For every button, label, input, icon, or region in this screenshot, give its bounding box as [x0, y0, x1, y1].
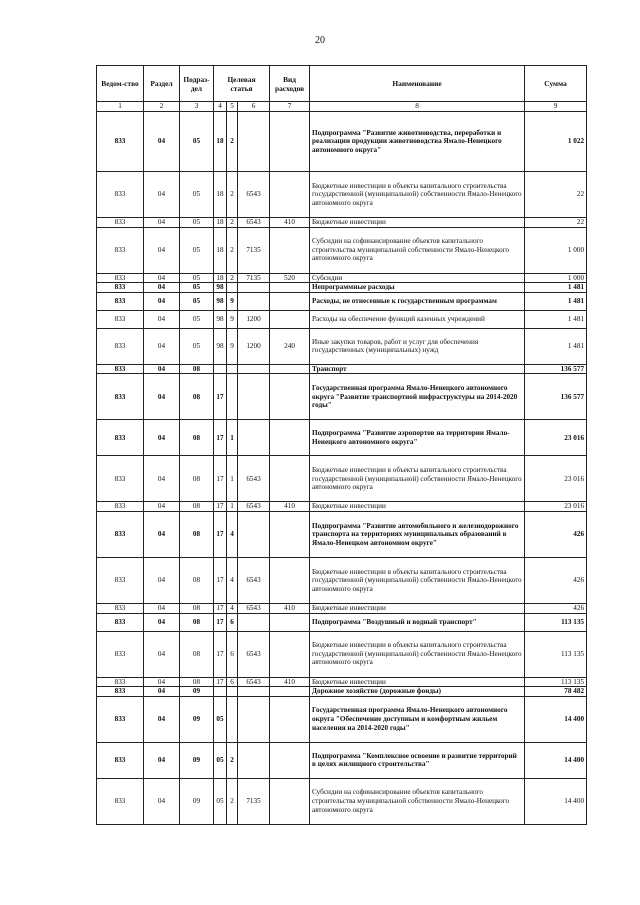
sum-cell: 23 016: [525, 420, 587, 456]
header-row: [97, 66, 587, 102]
name-cell: Бюджетные инвестиции в объекты капитального строительства государственной (муниципальной) собственности Ямало-Ненецкого автономного округа: [310, 172, 525, 218]
expense-type-cell: [270, 778, 310, 824]
table-row: [97, 374, 587, 420]
section-cell: 04: [144, 283, 180, 293]
department-cell: 833: [97, 172, 144, 218]
direction-code-cell: 6543: [238, 631, 270, 677]
section-cell: 04: [144, 778, 180, 824]
table-row: [97, 557, 587, 603]
section-cell: 04: [144, 112, 180, 172]
program-code-cell: 18: [214, 218, 227, 228]
section-cell: 04: [144, 613, 180, 631]
name-cell: Подпрограмма "Развитие животноводства, переработки и реализации продукции животноводства Ямало-Ненецкого автономного округа": [310, 112, 525, 172]
page-number: 20: [315, 35, 325, 46]
program-code-cell: 17: [214, 603, 227, 613]
name-cell: Дорожное хозяйство (дорожные фонды): [310, 687, 525, 697]
expense-type-cell: [270, 456, 310, 502]
department-cell: 833: [97, 687, 144, 697]
direction-code-cell: [238, 364, 270, 374]
table-row: [97, 677, 587, 687]
department-cell: 833: [97, 677, 144, 687]
subprogram-code-cell: 2: [227, 112, 238, 172]
name-cell: Бюджетные инвестиции: [310, 603, 525, 613]
program-code-cell: [214, 364, 227, 374]
subprogram-code-cell: 4: [227, 557, 238, 603]
direction-code-cell: [238, 613, 270, 631]
section-cell: 04: [144, 328, 180, 364]
expense-type-cell: 410: [270, 502, 310, 512]
sum-cell: 1 481: [525, 283, 587, 293]
header-name: Наименование: [310, 66, 525, 102]
sum-cell: 1 481: [525, 292, 587, 310]
subsection-cell: 08: [180, 511, 214, 557]
subprogram-code-cell: 1: [227, 420, 238, 456]
subprogram-code-cell: 2: [227, 273, 238, 283]
department-cell: 833: [97, 631, 144, 677]
section-cell: 04: [144, 631, 180, 677]
section-cell: 04: [144, 696, 180, 742]
name-cell: Государственная программа Ямало-Ненецкого автономного округа "Обеспечение доступным и комфортным жильем населения на 2014-2020 годы": [310, 696, 525, 742]
direction-code-cell: [238, 292, 270, 310]
subsection-cell: 09: [180, 687, 214, 697]
table-row: [97, 456, 587, 502]
header-expense-type: Вид расходов: [270, 66, 310, 102]
name-cell: Субсидии на софинансирование объектов капитального строительства муниципальной собственности Ямало-Ненецкого автономного округа: [310, 778, 525, 824]
sum-cell: 78 482: [525, 687, 587, 697]
sum-cell: 113 135: [525, 631, 587, 677]
subprogram-code-cell: 2: [227, 778, 238, 824]
program-code-cell: 17: [214, 613, 227, 631]
department-cell: 833: [97, 364, 144, 374]
direction-code-cell: 1200: [238, 310, 270, 328]
sum-cell: 1 000: [525, 227, 587, 273]
department-cell: 833: [97, 218, 144, 228]
program-code-cell: 18: [214, 227, 227, 273]
table-row: [97, 778, 587, 824]
expense-type-cell: [270, 374, 310, 420]
expense-type-cell: 410: [270, 677, 310, 687]
department-cell: 833: [97, 374, 144, 420]
department-cell: 833: [97, 502, 144, 512]
name-cell: Субсидии на софинансирование объектов капитального строительства муниципальной собственности Ямало-Ненецкого автономного округа: [310, 227, 525, 273]
direction-code-cell: 6543: [238, 557, 270, 603]
expense-type-cell: [270, 112, 310, 172]
table-row: [97, 310, 587, 328]
subprogram-code-cell: [227, 374, 238, 420]
subsection-cell: 09: [180, 696, 214, 742]
table-row: [97, 631, 587, 677]
direction-code-cell: 6543: [238, 218, 270, 228]
direction-code-cell: 6543: [238, 677, 270, 687]
sum-cell: 14 400: [525, 778, 587, 824]
expense-type-cell: [270, 631, 310, 677]
name-cell: Подпрограмма "Комплексное освоение и развитие территорий в целях жилищного строительства": [310, 742, 525, 778]
name-cell: Расходы на обеспечение функций казенных учреждений: [310, 310, 525, 328]
expense-type-cell: [270, 172, 310, 218]
column-number: 3: [180, 102, 214, 112]
table-row: [97, 283, 587, 293]
expense-type-cell: [270, 310, 310, 328]
subsection-cell: 05: [180, 227, 214, 273]
name-cell: Бюджетные инвестиции в объекты капитального строительства государственной (муниципальной) собственности Ямало-Ненецкого автономного округа: [310, 631, 525, 677]
subsection-cell: 08: [180, 502, 214, 512]
section-cell: 04: [144, 742, 180, 778]
name-cell: Бюджетные инвестиции: [310, 677, 525, 687]
subprogram-code-cell: 2: [227, 218, 238, 228]
subsection-cell: 09: [180, 742, 214, 778]
subprogram-code-cell: 1: [227, 456, 238, 502]
subsection-cell: 08: [180, 364, 214, 374]
expense-type-cell: [270, 613, 310, 631]
sum-cell: 136 577: [525, 364, 587, 374]
table-row: [97, 292, 587, 310]
subsection-cell: 08: [180, 557, 214, 603]
header-department: Ведом-ство: [97, 66, 144, 102]
name-cell: Подпрограмма "Воздушный и водный транспорт": [310, 613, 525, 631]
subsection-cell: 05: [180, 218, 214, 228]
sum-cell: 1 000: [525, 273, 587, 283]
program-code-cell: 17: [214, 511, 227, 557]
column-number: 2: [144, 102, 180, 112]
department-cell: 833: [97, 292, 144, 310]
program-code-cell: 17: [214, 502, 227, 512]
direction-code-cell: 7135: [238, 227, 270, 273]
direction-code-cell: 1200: [238, 328, 270, 364]
department-cell: 833: [97, 420, 144, 456]
department-cell: 833: [97, 310, 144, 328]
table-row: [97, 227, 587, 273]
direction-code-cell: 6543: [238, 172, 270, 218]
section-cell: 04: [144, 557, 180, 603]
expense-type-cell: [270, 687, 310, 697]
department-cell: 833: [97, 603, 144, 613]
column-number-row: [97, 102, 587, 112]
program-code-cell: 05: [214, 742, 227, 778]
subsection-cell: 05: [180, 273, 214, 283]
section-cell: 04: [144, 603, 180, 613]
subsection-cell: 05: [180, 328, 214, 364]
program-code-cell: 17: [214, 677, 227, 687]
department-cell: 833: [97, 613, 144, 631]
column-number: 4: [214, 102, 227, 112]
expense-type-cell: [270, 742, 310, 778]
table-row: [97, 742, 587, 778]
subsection-cell: 08: [180, 420, 214, 456]
expense-type-cell: 410: [270, 603, 310, 613]
budget-table: [96, 65, 587, 825]
expense-type-cell: [270, 420, 310, 456]
table-row: [97, 364, 587, 374]
subprogram-code-cell: 2: [227, 742, 238, 778]
subsection-cell: 05: [180, 292, 214, 310]
expense-type-cell: [270, 511, 310, 557]
name-cell: Непрограммные расходы: [310, 283, 525, 293]
program-code-cell: 17: [214, 557, 227, 603]
department-cell: 833: [97, 283, 144, 293]
direction-code-cell: [238, 742, 270, 778]
header-subsection: Подраз-дел: [180, 66, 214, 102]
department-cell: 833: [97, 227, 144, 273]
direction-code-cell: [238, 112, 270, 172]
program-code-cell: 05: [214, 696, 227, 742]
expense-type-cell: [270, 364, 310, 374]
direction-code-cell: [238, 687, 270, 697]
direction-code-cell: 6543: [238, 603, 270, 613]
subsection-cell: 08: [180, 374, 214, 420]
subprogram-code-cell: 9: [227, 292, 238, 310]
direction-code-cell: 7135: [238, 778, 270, 824]
sum-cell: 426: [525, 557, 587, 603]
expense-type-cell: [270, 227, 310, 273]
name-cell: Транспорт: [310, 364, 525, 374]
program-code-cell: 17: [214, 420, 227, 456]
name-cell: Подпрограмма "Развитие автомобильного и железнодорожного транспорта на территориях муниципальных образований в Ямало-Ненецком автономном округе": [310, 511, 525, 557]
table-row: [97, 112, 587, 172]
direction-code-cell: 6543: [238, 502, 270, 512]
table-row: [97, 696, 587, 742]
subsection-cell: 05: [180, 112, 214, 172]
section-cell: 04: [144, 677, 180, 687]
section-cell: 04: [144, 364, 180, 374]
direction-code-cell: 6543: [238, 456, 270, 502]
program-code-cell: 17: [214, 631, 227, 677]
column-number: 1: [97, 102, 144, 112]
program-code-cell: 17: [214, 456, 227, 502]
table-row: [97, 172, 587, 218]
subprogram-code-cell: 4: [227, 603, 238, 613]
department-cell: 833: [97, 557, 144, 603]
subprogram-code-cell: 9: [227, 328, 238, 364]
sum-cell: 1 481: [525, 310, 587, 328]
department-cell: 833: [97, 456, 144, 502]
subsection-cell: 05: [180, 283, 214, 293]
direction-code-cell: [238, 283, 270, 293]
subprogram-code-cell: [227, 283, 238, 293]
table-row: [97, 603, 587, 613]
table-row: [97, 687, 587, 697]
section-cell: 04: [144, 420, 180, 456]
name-cell: Бюджетные инвестиции в объекты капитального строительства государственной (муниципальной) собственности Ямало-Ненецкого автономного округа: [310, 557, 525, 603]
expense-type-cell: [270, 696, 310, 742]
table-row: [97, 613, 587, 631]
subsection-cell: 09: [180, 778, 214, 824]
program-code-cell: 98: [214, 292, 227, 310]
department-cell: 833: [97, 696, 144, 742]
section-cell: 04: [144, 273, 180, 283]
section-cell: 04: [144, 227, 180, 273]
subsection-cell: 08: [180, 456, 214, 502]
sum-cell: 22: [525, 172, 587, 218]
subsection-cell: 08: [180, 603, 214, 613]
table-row: [97, 273, 587, 283]
sum-cell: 1 022: [525, 112, 587, 172]
department-cell: 833: [97, 112, 144, 172]
sum-cell: 1 481: [525, 328, 587, 364]
subprogram-code-cell: 6: [227, 613, 238, 631]
subprogram-code-cell: 2: [227, 227, 238, 273]
department-cell: 833: [97, 328, 144, 364]
expense-type-cell: 410: [270, 218, 310, 228]
section-cell: 04: [144, 502, 180, 512]
sum-cell: 23 016: [525, 502, 587, 512]
sum-cell: 426: [525, 603, 587, 613]
program-code-cell: 98: [214, 283, 227, 293]
subprogram-code-cell: 2: [227, 172, 238, 218]
column-number: 8: [310, 102, 525, 112]
direction-code-cell: 7135: [238, 273, 270, 283]
section-cell: 04: [144, 218, 180, 228]
subsection-cell: 08: [180, 631, 214, 677]
direction-code-cell: [238, 420, 270, 456]
direction-code-cell: [238, 511, 270, 557]
expense-type-cell: 240: [270, 328, 310, 364]
expense-type-cell: [270, 557, 310, 603]
column-number: 5: [227, 102, 238, 112]
department-cell: 833: [97, 511, 144, 557]
section-cell: 04: [144, 172, 180, 218]
department-cell: 833: [97, 742, 144, 778]
header-sum: Сумма: [525, 66, 587, 102]
section-cell: 04: [144, 292, 180, 310]
sum-cell: 113 135: [525, 613, 587, 631]
expense-type-cell: [270, 283, 310, 293]
table-row: [97, 218, 587, 228]
direction-code-cell: [238, 374, 270, 420]
name-cell: Расходы, не отнесенные к государственным программам: [310, 292, 525, 310]
header-target-article: Целевая статья: [214, 66, 270, 102]
name-cell: Государственная программа Ямало-Ненецкого автономного округа "Развитие транспортной инфраструктуры на 2014-2020 годы": [310, 374, 525, 420]
program-code-cell: 98: [214, 310, 227, 328]
name-cell: Подпрограмма "Развитие аэропортов на территории Ямало-Ненецкого автономного округа": [310, 420, 525, 456]
expense-type-cell: 520: [270, 273, 310, 283]
subprogram-code-cell: 6: [227, 677, 238, 687]
sum-cell: 23 016: [525, 456, 587, 502]
department-cell: 833: [97, 778, 144, 824]
column-number: 6: [238, 102, 270, 112]
subprogram-code-cell: [227, 696, 238, 742]
name-cell: Бюджетные инвестиции: [310, 502, 525, 512]
subprogram-code-cell: [227, 364, 238, 374]
table-row: [97, 502, 587, 512]
section-cell: 04: [144, 687, 180, 697]
sum-cell: 426: [525, 511, 587, 557]
program-code-cell: 18: [214, 172, 227, 218]
direction-code-cell: [238, 696, 270, 742]
subprogram-code-cell: 6: [227, 631, 238, 677]
program-code-cell: 98: [214, 328, 227, 364]
table-row: [97, 328, 587, 364]
subsection-cell: 08: [180, 613, 214, 631]
section-cell: 04: [144, 374, 180, 420]
program-code-cell: 18: [214, 273, 227, 283]
subsection-cell: 08: [180, 677, 214, 687]
name-cell: Бюджетные инвестиции: [310, 218, 525, 228]
program-code-cell: 17: [214, 374, 227, 420]
section-cell: 04: [144, 456, 180, 502]
program-code-cell: 18: [214, 112, 227, 172]
section-cell: 04: [144, 310, 180, 328]
header-section: Раздел: [144, 66, 180, 102]
subprogram-code-cell: [227, 687, 238, 697]
subsection-cell: 05: [180, 172, 214, 218]
sum-cell: 113 135: [525, 677, 587, 687]
expense-type-cell: [270, 292, 310, 310]
subprogram-code-cell: 9: [227, 310, 238, 328]
table-row: [97, 511, 587, 557]
subsection-cell: 05: [180, 310, 214, 328]
subprogram-code-cell: 4: [227, 511, 238, 557]
section-cell: 04: [144, 511, 180, 557]
sum-cell: 14 400: [525, 742, 587, 778]
table-row: [97, 420, 587, 456]
sum-cell: 136 577: [525, 374, 587, 420]
column-number: 7: [270, 102, 310, 112]
name-cell: Бюджетные инвестиции в объекты капитального строительства государственной (муниципальной) собственности Ямало-Ненецкого автономного округа: [310, 456, 525, 502]
subprogram-code-cell: 1: [227, 502, 238, 512]
department-cell: 833: [97, 273, 144, 283]
program-code-cell: [214, 687, 227, 697]
program-code-cell: 05: [214, 778, 227, 824]
column-number: 9: [525, 102, 587, 112]
sum-cell: 22: [525, 218, 587, 228]
table-body: [97, 112, 587, 825]
name-cell: Иные закупки товаров, работ и услуг для обеспечения государственных (муниципальных) нужд: [310, 328, 525, 364]
name-cell: Субсидии: [310, 273, 525, 283]
sum-cell: 14 400: [525, 696, 587, 742]
